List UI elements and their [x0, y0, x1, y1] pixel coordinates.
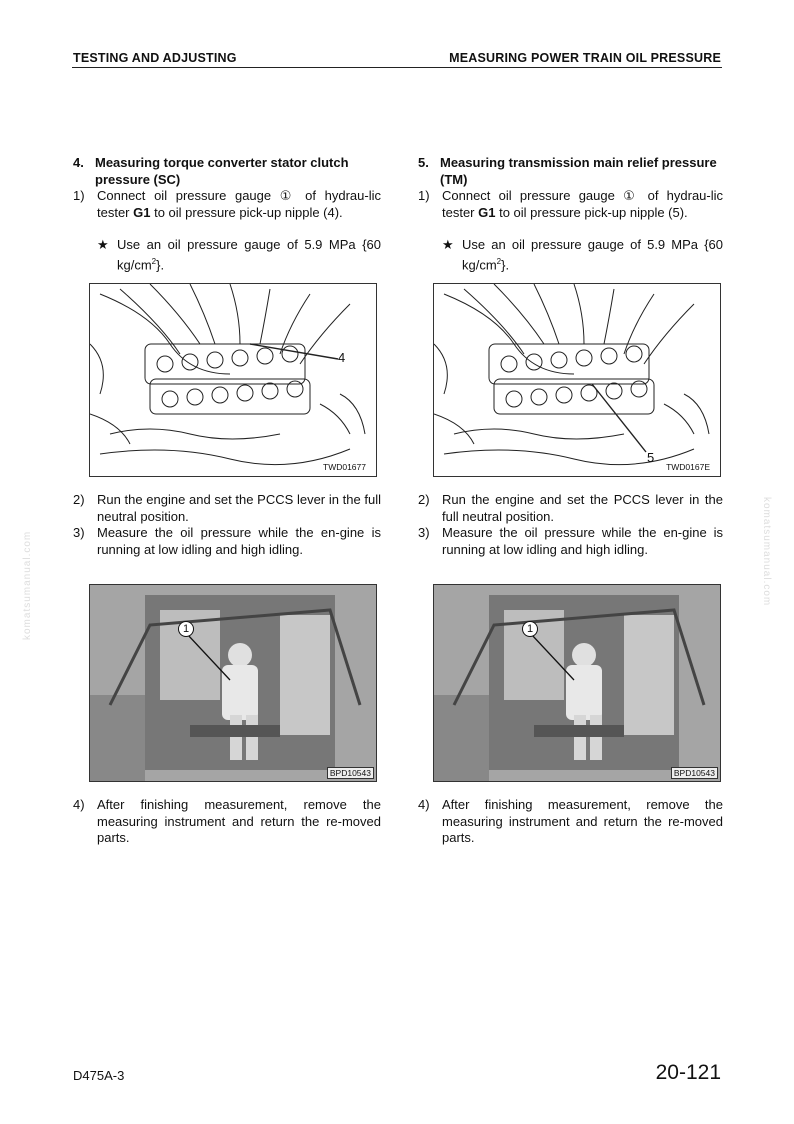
step-number: 3): [418, 525, 430, 540]
section-5-heading: [418, 155, 723, 188]
step-text-part: of hydrau-lic tester: [442, 188, 724, 220]
step-text: Measure the oil pressure while the en-gine is running at low idling and high idling.: [97, 525, 381, 557]
step-number: 1): [418, 188, 430, 203]
step-text-part: to oil pressure pick-up nipple (4).: [150, 204, 343, 220]
cab-photo-illustration: [90, 585, 376, 781]
section-title: Measuring transmission main relief pressure (TM): [440, 155, 717, 187]
step-3: [73, 525, 381, 558]
figure-code: TWD0167E: [666, 462, 710, 472]
step-4: [73, 797, 381, 847]
valve-drawing-illustration: [90, 284, 376, 476]
note-text: [462, 237, 723, 273]
figure-callout: 5: [647, 450, 655, 465]
note-text-part: Use an oil pressure gauge of 5.9 MPa {60 kg/cm: [117, 237, 381, 272]
step-1: [73, 188, 381, 221]
valve-drawing-illustration: [434, 284, 720, 476]
step-number: 1): [73, 188, 85, 203]
step-text: After finishing measurement, remove the measuring instrument and return the re-moved parts.: [97, 797, 381, 845]
step-text: Run the engine and set the PCCS lever in the full neutral position.: [97, 492, 381, 524]
step-text-part: Connect oil pressure gauge: [442, 188, 624, 203]
step-3: [418, 525, 723, 558]
tool-code: G1: [478, 204, 496, 220]
figure-callout: 4: [338, 350, 346, 365]
star-icon: ★: [97, 237, 109, 252]
circled-number: ①: [279, 188, 297, 203]
step-number: 2): [73, 492, 85, 507]
step-number: 4): [73, 797, 85, 812]
figure-callout: 1: [522, 621, 538, 637]
figure-callout: 1: [178, 621, 194, 637]
step-number: 4): [418, 797, 430, 812]
note-text-part: Use an oil pressure gauge of 5.9 MPa {60 kg/cm: [462, 237, 723, 272]
step-text: After finishing measurement, remove the measuring instrument and return the re-moved parts.: [442, 797, 723, 845]
step-text-part: Connect oil pressure gauge: [97, 188, 280, 203]
section-number: 4.: [73, 155, 84, 170]
step-text: Measure the oil pressure while the en-gine is running at low idling and high idling.: [442, 525, 723, 557]
watermark-right: komatsumanual.com: [761, 497, 772, 607]
circled-number: ①: [623, 188, 640, 203]
note: [97, 237, 381, 273]
header-chapter-title: TESTING AND ADJUSTING: [73, 51, 237, 65]
step-text: [97, 188, 381, 221]
star-icon: ★: [442, 237, 454, 252]
step-text-part: to oil pressure pick-up nipple (5).: [495, 204, 688, 220]
figure-code: BPD10543: [327, 767, 374, 779]
step-text: [442, 188, 723, 221]
figure-code: BPD10543: [671, 767, 718, 779]
cab-photo: [89, 584, 377, 782]
header-section-title: MEASURING POWER TRAIN OIL PRESSURE: [449, 51, 721, 65]
section-number: 5.: [418, 155, 429, 170]
step-number: 3): [73, 525, 85, 540]
step-text-part: of hydrau-lic tester: [97, 188, 381, 220]
footer-model: D475A-3: [73, 1068, 125, 1083]
page-number: 20-121: [655, 1061, 721, 1084]
note: [442, 237, 723, 273]
tool-code: G1: [133, 204, 151, 220]
superscript: 2: [496, 256, 502, 266]
figure-code: TWD01677: [323, 462, 366, 472]
watermark-left: komatsumanual.com: [22, 530, 33, 640]
step-2: [73, 492, 381, 525]
superscript: 2: [151, 256, 157, 266]
valve-line-drawing: [89, 283, 377, 477]
step-4: [418, 797, 723, 847]
step-text: Run the engine and set the PCCS lever in the full neutral position.: [442, 492, 723, 524]
step-1: [418, 188, 723, 221]
section-4-heading: [73, 155, 381, 188]
cab-photo-illustration: [434, 585, 720, 781]
note-text-part: }.: [156, 256, 165, 272]
note-text-part: }.: [501, 256, 510, 272]
note-text: [117, 237, 381, 273]
header-rule: [72, 67, 722, 68]
valve-line-drawing: [433, 283, 721, 477]
step-number: 2): [418, 492, 430, 507]
step-2: [418, 492, 723, 525]
cab-photo: [433, 584, 721, 782]
section-title: Measuring torque converter stator clutch pressure (SC): [95, 155, 349, 187]
